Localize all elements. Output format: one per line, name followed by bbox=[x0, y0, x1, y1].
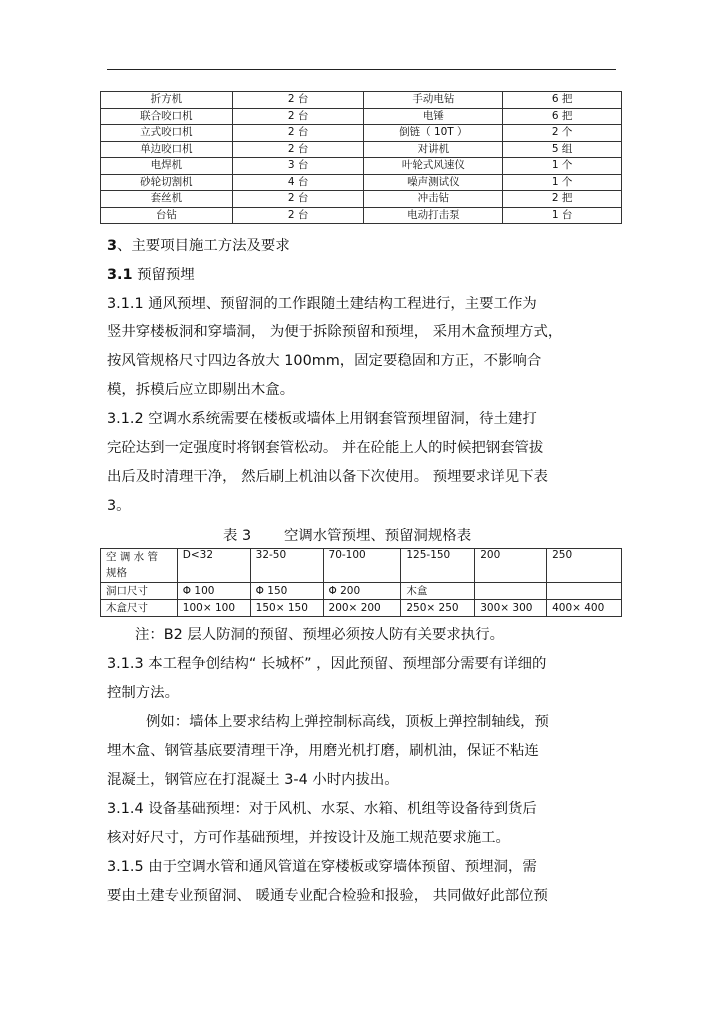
table-cell: 联合咬口机 bbox=[101, 108, 233, 125]
table-cell: 台钻 bbox=[101, 207, 233, 224]
note-line: 注：B2 层人防洞的预留、预埋必须按人防有关要求执行。 bbox=[135, 627, 504, 643]
paragraph-line: 混凝土，钢管应在打混凝土 3-4 小时内拔出。 bbox=[107, 772, 399, 788]
table-cell: 4 台 bbox=[232, 174, 364, 191]
table-cell: 洞口尺寸 bbox=[101, 583, 178, 600]
table-row bbox=[101, 191, 622, 208]
table-cell: 空 调 水 管 规格 bbox=[101, 549, 178, 583]
paragraph-line: 3.1.5 由于空调水管和通风管道在穿楼板或穿墙体预留、预埋洞，需 bbox=[107, 859, 537, 875]
paragraph-line: 3.1.3 本工程争创结构“ 长城杯” ，因此预留、预埋部分需要有详细的 bbox=[107, 656, 547, 672]
paragraph-line: 3.1.1 通风预埋、预留洞的工作跟随土建结构工程进行，主要工作为 bbox=[107, 296, 537, 312]
table-cell: Φ 100 bbox=[177, 583, 250, 600]
table-row bbox=[101, 141, 622, 158]
table-row bbox=[101, 92, 622, 109]
table-cell: 1 个 bbox=[503, 174, 622, 191]
table-cell: 2 台 bbox=[232, 191, 364, 208]
table-cell bbox=[475, 583, 547, 600]
table-row bbox=[101, 108, 622, 125]
table-cell: 250× 250 bbox=[401, 600, 475, 617]
section-heading bbox=[107, 236, 290, 256]
subsection-heading bbox=[107, 265, 195, 285]
table-cell: 2 台 bbox=[232, 207, 364, 224]
table-cell: 对讲机 bbox=[364, 141, 503, 158]
table-cell: 100× 100 bbox=[177, 600, 250, 617]
table-row bbox=[101, 207, 622, 224]
table-cell: 250 bbox=[547, 549, 622, 583]
table-row bbox=[101, 549, 622, 583]
paragraph-line: 埋木盒、钢管基底要清理干净，用磨光机打磨，刷机油，保证不粘连 bbox=[107, 743, 539, 759]
table-cell: 5 组 bbox=[503, 141, 622, 158]
table-cell: 2 台 bbox=[232, 92, 364, 109]
table-cell: 300× 300 bbox=[475, 600, 547, 617]
table-cell: 400× 400 bbox=[547, 600, 622, 617]
header-rule bbox=[107, 69, 616, 70]
table-cell: D<32 bbox=[177, 549, 250, 583]
table-row bbox=[101, 600, 622, 617]
paragraph-line: 模，拆模后应立即剔出木盒。 bbox=[107, 382, 295, 398]
table-cell: Φ 200 bbox=[323, 583, 401, 600]
table-cell: 125-150 bbox=[401, 549, 475, 583]
paragraph-line: 3。 bbox=[107, 498, 131, 514]
table-cell: 2 把 bbox=[503, 191, 622, 208]
paragraph-line: 3.1.4 设备基础预埋：对于风机、水泵、水箱、机组等设备待到货后 bbox=[107, 801, 537, 817]
paragraph-line: 3.1.2 空调水系统需要在楼板或墙体上用钢套管预埋留洞，待土建打 bbox=[107, 411, 537, 427]
table-row bbox=[101, 583, 622, 600]
table-cell: 单边咬口机 bbox=[101, 141, 233, 158]
table-cell: 砂轮切割机 bbox=[101, 174, 233, 191]
table-cell: 6 把 bbox=[503, 92, 622, 109]
table-row bbox=[101, 158, 622, 175]
table-cell: 噪声测试仪 bbox=[364, 174, 503, 191]
paragraph-line: 竖井穿楼板洞和穿墙洞， 为便于拆除预留和预埋， 采用木盒预埋方式， bbox=[107, 324, 563, 340]
table-cell: 70-100 bbox=[323, 549, 401, 583]
table-cell: 木盒 bbox=[401, 583, 475, 600]
table-cell: 电锤 bbox=[364, 108, 503, 125]
table-cell: 1 台 bbox=[503, 207, 622, 224]
paragraph-line: 核对好尺寸，方可作基础预埋，并按设计及施工规范要求施工。 bbox=[107, 830, 510, 846]
paragraph-line: 控制方法。 bbox=[107, 685, 179, 701]
table-cell: 套丝机 bbox=[101, 191, 233, 208]
table-caption-label: 表 3 bbox=[223, 528, 252, 544]
subsection-title: 预留预埋 bbox=[132, 267, 195, 283]
table-row bbox=[101, 174, 622, 191]
table-cell: 1 个 bbox=[503, 158, 622, 175]
table-cell: 手动电钻 bbox=[364, 92, 503, 109]
table-cell: 200× 200 bbox=[323, 600, 401, 617]
table-cell: 2 台 bbox=[232, 141, 364, 158]
table-cell: 150× 150 bbox=[250, 600, 323, 617]
table-cell: 200 bbox=[475, 549, 547, 583]
paragraph-line: 按风管规格尺寸四边各放大 100mm，固定要稳固和方正，不影响合 bbox=[107, 353, 542, 369]
table-cell: Φ 150 bbox=[250, 583, 323, 600]
paragraph-line: 例如：墙体上要求结构上弹控制标高线，顶板上弹控制轴线，预 bbox=[146, 714, 549, 730]
table-cell: 2 个 bbox=[503, 125, 622, 142]
table-cell: 电焊机 bbox=[101, 158, 233, 175]
equipment-table bbox=[100, 91, 622, 224]
table-cell: 2 台 bbox=[232, 125, 364, 142]
section-title: 、主要项目施工方法及要求 bbox=[117, 238, 290, 254]
table-cell: 32-50 bbox=[250, 549, 323, 583]
table-cell: 6 把 bbox=[503, 108, 622, 125]
table-cell bbox=[547, 583, 622, 600]
table-row bbox=[101, 125, 622, 142]
paragraph-line: 完砼达到一定强度时将钢套管松动。 并在砼能上人的时候把钢套管拔 bbox=[107, 440, 544, 456]
subsection-number: 3.1 bbox=[107, 267, 133, 283]
paragraph-line: 出后及时清理干净， 然后刷上机油以备下次使用。 预埋要求详见下表 bbox=[107, 469, 548, 485]
table-cell: 冲击钻 bbox=[364, 191, 503, 208]
table-cell: 立式咬口机 bbox=[101, 125, 233, 142]
table-cell: 3 台 bbox=[232, 158, 364, 175]
section-number: 3 bbox=[107, 238, 118, 254]
table-cell: 叶轮式风速仪 bbox=[364, 158, 503, 175]
spec-table bbox=[100, 548, 622, 617]
table-cell: 电动打击泵 bbox=[364, 207, 503, 224]
paragraph-line: 要由土建专业预留洞、 暖通专业配合检验和报验， 共同做好此部位预 bbox=[107, 888, 548, 904]
table-cell: 2 台 bbox=[232, 108, 364, 125]
table-cell: 折方机 bbox=[101, 92, 233, 109]
table-cell: 倒链（ 10T ） bbox=[364, 125, 503, 142]
table-cell: 木盒尺寸 bbox=[101, 600, 178, 617]
table-caption-title: 空调水管预埋、预留洞规格表 bbox=[284, 528, 472, 544]
